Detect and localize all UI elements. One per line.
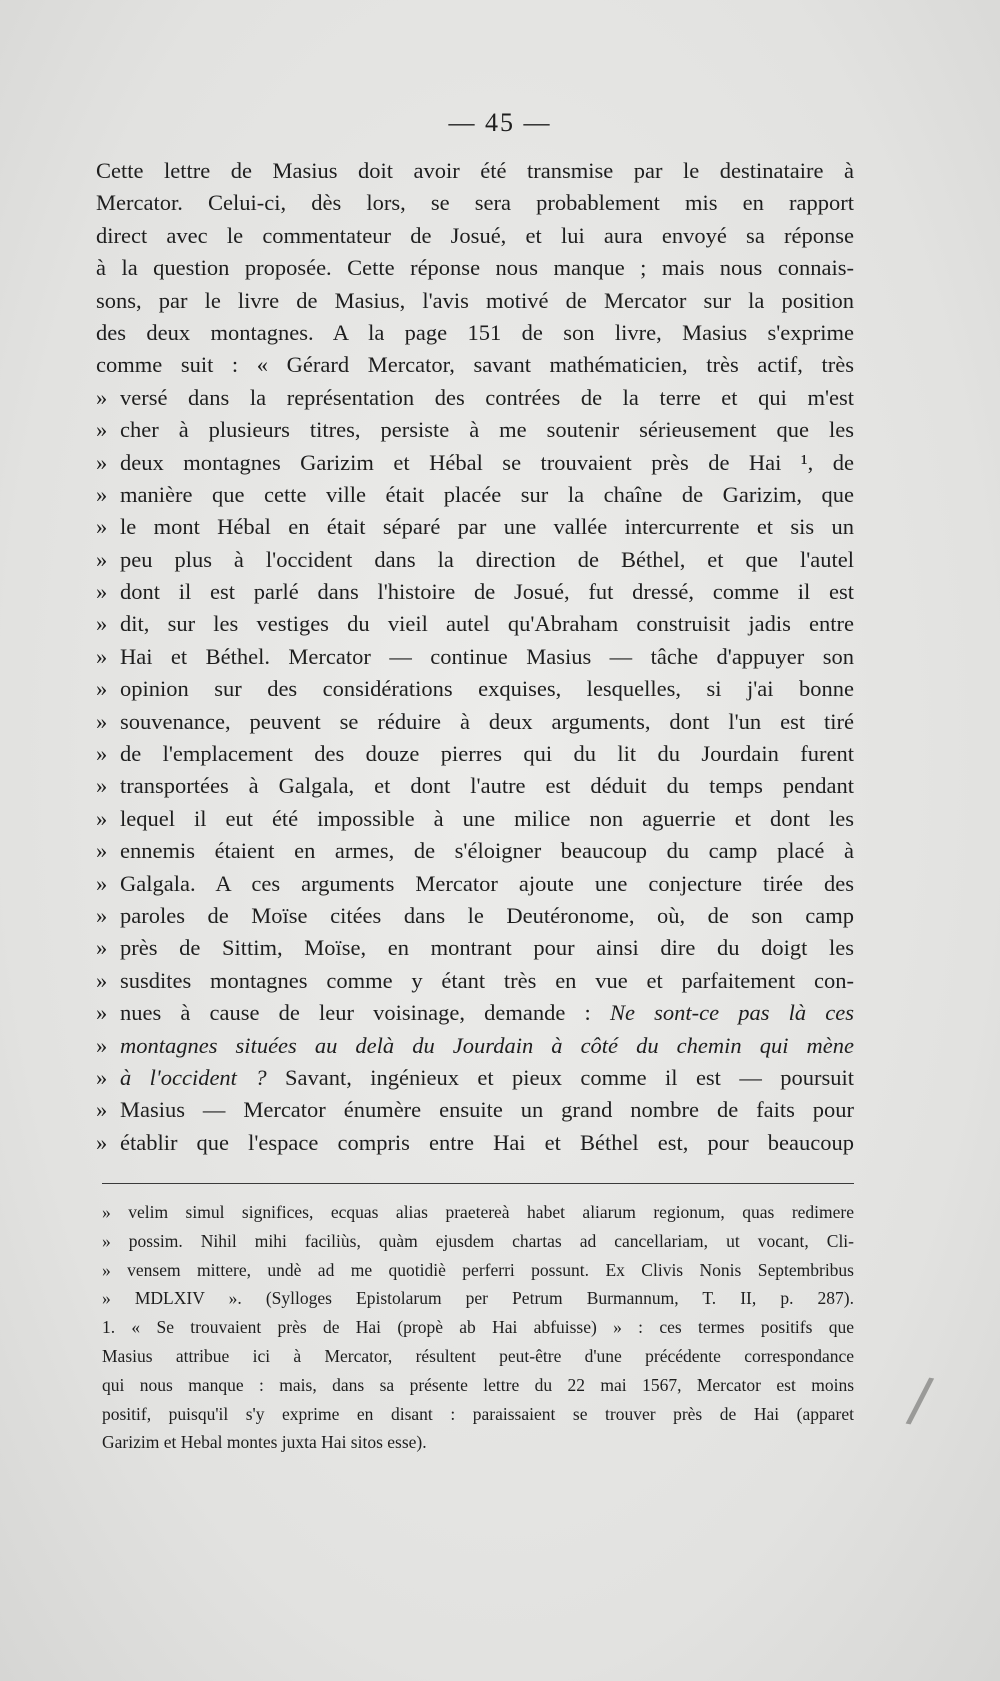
footnote-rule (102, 1183, 854, 1184)
italic-text: montagnes situées au delà du Jourdain à côté du chemin qui mène (120, 1032, 854, 1058)
quote-mark: » (96, 1064, 108, 1090)
body-line-text: Galgala. A ces arguments Mercator ajoute une conjecture tirée des (120, 870, 854, 896)
body-line-text: manière que cette ville était placée sur la chaîne de Garizim, que (120, 481, 854, 507)
quote-mark: » (96, 870, 108, 896)
quote-mark: » (96, 384, 108, 410)
body-line (96, 770, 854, 802)
italic-text: à l'occident ? (120, 1064, 285, 1090)
italic-text: Ne sont-ce pas là ces (609, 1000, 854, 1026)
quote-mark: » (96, 643, 108, 669)
body-line-text: cher à plusieurs titres, persiste à me soutenir sérieusement que les (120, 417, 854, 443)
body-text (96, 155, 854, 1159)
quote-mark: » (96, 579, 108, 605)
body-line (96, 1094, 854, 1126)
body-line-text: lequel il eut été impossible à une milice non aguerrie et dont les (120, 805, 854, 831)
quote-mark: » (96, 1129, 108, 1155)
body-line-text: le mont Hébal en était séparé par une vallée intercurrente et sis un (120, 514, 854, 540)
body-line (96, 738, 854, 770)
body-line (96, 997, 854, 1029)
body-line (96, 673, 854, 705)
body-line (96, 479, 854, 511)
body-line-text: direct avec le commentateur de Josué, et lui aura envoyé sa réponse (96, 222, 854, 248)
quote-mark: » (96, 611, 108, 637)
body-line-text: peu plus à l'occident dans la direction de Béthel, et que l'autel (120, 546, 854, 572)
body-line-text: comme suit : « Gérard Mercator, savant mathématicien, très actif, très (96, 352, 854, 378)
body-line-text: Savant, ingénieux et pieux comme il est — poursuit (284, 1064, 854, 1090)
body-line (96, 511, 854, 543)
body-line (96, 349, 854, 381)
footnote-line: Garizim et Hebal montes juxta Hai sitos esse). (102, 1432, 427, 1453)
quote-mark: » (96, 741, 108, 767)
body-line-text: des deux montagnes. A la page 151 de son livre, Masius s'exprime (96, 319, 854, 345)
quote-mark: » (96, 1032, 108, 1058)
body-line-text: transportées à Galgala, et dont l'autre est déduit du temps pendant (120, 773, 854, 799)
body-line-text: ennemis étaient en armes, de s'éloigner beaucoup du camp placé à (120, 838, 854, 864)
body-line-text: Hai et Béthel. Mercator — continue Masius — tâche d'appuyer son (120, 643, 854, 669)
body-line-text: susdites montagnes comme y étant très en vue et parfaitement con- (120, 967, 854, 993)
body-line (96, 965, 854, 997)
quote-mark: » (96, 708, 108, 734)
quote-mark: » (96, 838, 108, 864)
body-line (96, 608, 854, 640)
quote-mark: » (96, 805, 108, 831)
quote-mark: » (96, 481, 108, 507)
body-line-text: près de Sittim, Moïse, en montrant pour ainsi dire du doigt les (120, 935, 854, 961)
footnote-line: » vensem mittere, undè ad me quotidiè perferri possunt. Ex Clivis Nonis Septembribus (102, 1259, 854, 1280)
body-line-text: versé dans la représentation des contrées de la terre et qui m'est (120, 384, 854, 410)
body-line (96, 803, 854, 835)
body-line (96, 382, 854, 414)
body-line (96, 155, 854, 187)
body-line-text: Masius — Mercator énumère ensuite un grand nombre de faits pour (120, 1097, 854, 1123)
body-line (96, 576, 854, 608)
body-line (96, 1127, 854, 1159)
quote-mark: » (96, 1000, 108, 1026)
body-line (96, 285, 854, 317)
body-line-text: Cette lettre de Masius doit avoir été transmise par le destinataire à (96, 158, 854, 183)
body-line (96, 835, 854, 867)
quote-mark: » (96, 967, 108, 993)
quote-mark: » (96, 935, 108, 961)
footnote-line: » velim simul significes, ecquas alias praetereà habet aliarum regionum, quas redimere (102, 1202, 854, 1222)
body-line-text: opinion sur des considérations exquises, lesquelles, si j'ai bonne (120, 676, 854, 702)
footnote-line: Masius attribue ici à Mercator, résultent peut-être d'une précédente correspondance (102, 1345, 854, 1366)
quote-mark: » (96, 676, 108, 702)
body-line (96, 220, 854, 252)
body-line (96, 1030, 854, 1062)
body-line (96, 868, 854, 900)
body-line-text: dit, sur les vestiges du vieil autel qu'Abraham construisit jadis entre (120, 611, 854, 637)
quote-mark: » (96, 1097, 108, 1123)
page-number: — 45 — (448, 108, 552, 137)
body-line (96, 252, 854, 284)
body-line (96, 187, 854, 219)
quote-mark: » (96, 546, 108, 572)
body-line-text: à la question proposée. Cette réponse nous manque ; mais nous connais- (96, 255, 854, 281)
body-line (96, 932, 854, 964)
body-line-text: Mercator. Celui-ci, dès lors, se sera probablement mis en rapport (96, 190, 854, 216)
quote-mark: » (96, 449, 108, 475)
body-line-text: établir que l'espace compris entre Hai et Béthel est, pour beaucoup (120, 1129, 854, 1155)
footnote-line: » MDLXIV ». (Sylloges Epistolarum per Petrum Burmannum, T. II, p. 287). (102, 1288, 854, 1309)
body-line-text: nues à cause de leur voisinage, demande : (120, 1000, 610, 1026)
footnote-line: » possim. Nihil mihi faciliùs, quàm ejusdem chartas ad cancellariam, ut vocant, Cli- (102, 1230, 854, 1251)
body-line (96, 447, 854, 479)
body-line (96, 1062, 854, 1094)
body-line-text: paroles de Moïse citées dans le Deutéronome, où, de son camp (120, 902, 854, 928)
body-line-text: souvenance, peuvent se réduire à deux arguments, dont l'un est tiré (120, 708, 854, 734)
pencil-margin-mark: / (903, 1363, 936, 1437)
quote-mark: » (96, 514, 108, 540)
body-line (96, 641, 854, 673)
footnote-line: positif, puisqu'il s'y exprime en disant : paraissaient se trouver près de Hai (apparet (102, 1403, 854, 1424)
quote-mark: » (96, 417, 108, 443)
quote-mark: » (96, 773, 108, 799)
footnotes (102, 1198, 854, 1457)
body-line-text: deux montagnes Garizim et Hébal se trouvaient près de Hai ¹, de (120, 449, 854, 475)
body-line-text: dont il est parlé dans l'histoire de Josué, fut dressé, comme il est (120, 579, 854, 605)
body-line-text: sons, par le livre de Masius, l'avis motivé de Mercator sur la position (96, 287, 854, 313)
body-line-text: de l'emplacement des douze pierres qui du lit du Jourdain furent (120, 741, 854, 767)
body-line (96, 706, 854, 738)
body-line (96, 900, 854, 932)
footnote-line: 1. « Se trouvaient près de Hai (propè ab Hai abfuisse) » : ces termes positifs que (102, 1317, 854, 1338)
body-line (96, 544, 854, 576)
footnote-line: qui nous manque : mais, dans sa présente lettre du 22 mai 1567, Mercator est moins (102, 1374, 854, 1395)
quote-mark: » (96, 902, 108, 928)
body-line (96, 317, 854, 349)
body-line (96, 414, 854, 446)
